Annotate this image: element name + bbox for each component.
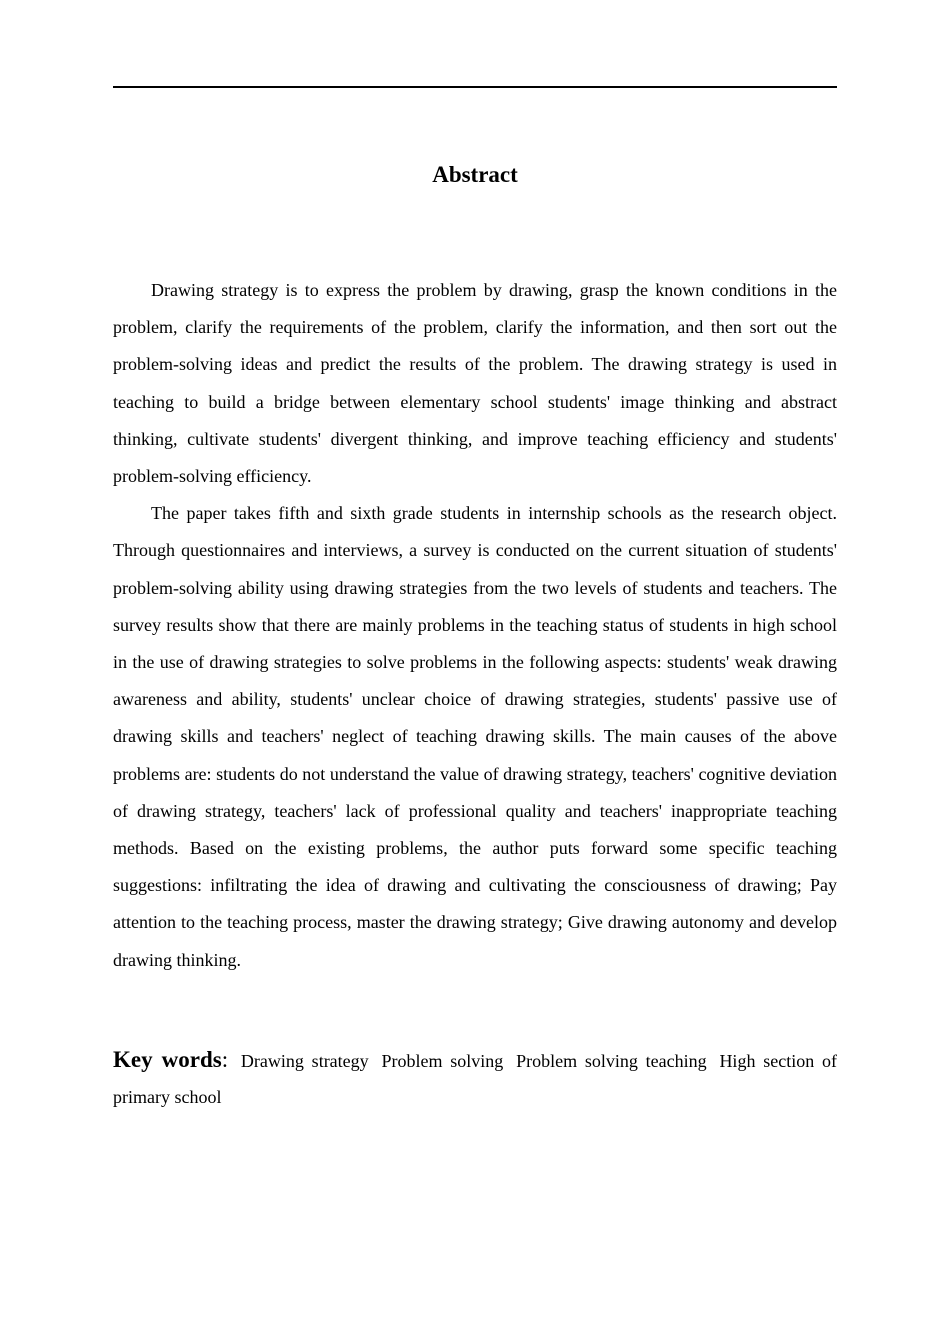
keyword-item: High section of primary school [113,1051,838,1107]
abstract-body [113,272,837,979]
keywords-line [113,1042,837,1115]
keywords-label: Key words [113,1047,222,1072]
abstract-paragraph-1: Drawing strategy is to express the problem by drawing, grasp the known conditions in the problem, clarify the requirements of the problem, clarify the information, and then sort out the problem-solving ideas and predict the results of the problem. The drawing strategy is used in teaching to build a bridge between elementary school students' image thinking and abstract thinking, cultivate students' divergent thinking, and improve teaching efficiency and students' problem-solving efficiency. [113,280,837,487]
keyword-item: Drawing strategy [240,1051,369,1071]
abstract-paragraph-2: The paper takes fifth and sixth grade students in internship schools as the research object. Through questionnaires and interviews, a survey is conducted on the current situation of students' problem-solving ability using drawing strategies from the two levels of students and teachers. The survey results show that there are mainly problems in the teaching status of students in high school in the use of drawing strategies to solve problems in the following aspects: students' weak drawing awareness and ability, students' unclear choice of drawing strategies, students' passive use of drawing skills and teachers' neglect of teaching drawing skills. The main causes of the above problems are: students do not understand the value of drawing strategy, teachers' cognitive deviation of drawing strategy, teachers' lack of professional quality and teachers' inappropriate teaching methods. Based on the existing problems, the author puts forward some specific teaching suggestions: infiltrating the idea of drawing and cultivating the consciousness of drawing; Pay attention to the teaching process, master the drawing strategy; Give drawing autonomy and develop drawing thinking. [113,503,837,970]
keywords-colon: : [221,1047,229,1072]
keyword-item: Problem solving teaching [516,1051,707,1071]
header-rule [113,86,837,88]
abstract-title: Abstract [432,162,518,187]
keyword-item: Problem solving [381,1051,504,1071]
